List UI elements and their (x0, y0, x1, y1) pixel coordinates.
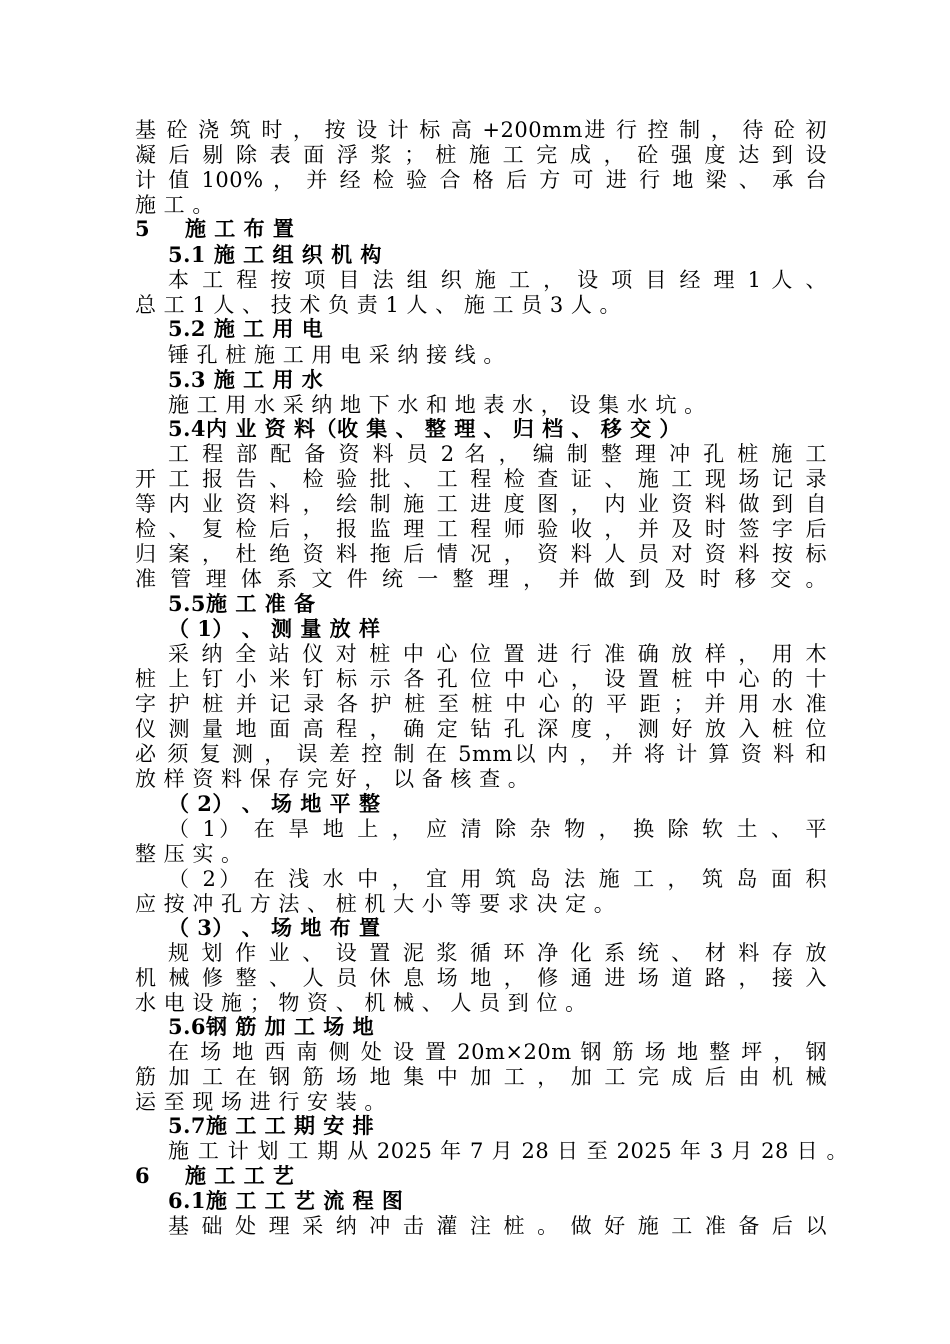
section-heading-5 (135, 216, 827, 242)
text-line: 机 械 修 整 、 人 员 休 息 场 地 ， 修 通 进 场 道 路 ， 接 入 (135, 966, 827, 990)
subsection-heading-5-2: 5.2 施 工 用 电 (168, 316, 324, 341)
subsection-heading-5-3: 5.3 施 工 用 水 (168, 367, 324, 392)
item-heading-3: （ 3） 、 场 地 布 置 (168, 915, 381, 940)
text-line: 应 按 冲 孔 方 法 、 桩 机 大 小 等 要 求 决 定 。 (135, 892, 616, 916)
text-line: 凝 后 剔 除 表 面 浮 浆 ； 桩 施 工 完 成 ， 砼 强 度 达 到 设 (135, 143, 827, 167)
text-line: 桩 上 钉 小 米 钉 标 示 各 孔 位 中 心 ， 设 置 桩 中 心 的 十 (135, 667, 827, 691)
text-line: 采 纳 全 站 仪 对 桩 中 心 位 置 进 行 准 确 放 样 ， 用 木 (168, 642, 827, 666)
item-heading-2: （ 2） 、 场 地 平 整 (168, 791, 381, 816)
subsection-heading-5-1: 5.1 施 工 组 织 机 构 (168, 242, 382, 267)
subsection-heading-5-4: 5.4内 业 资 料（收 集 、 整 理 、 归 档 、 移 交 ） (168, 416, 681, 441)
text-line: 检 、 复 检 后 ， 报 监 理 工 程 师 验 收 ， 并 及 时 签 字 后 (135, 517, 827, 541)
text-line: 规 划 作 业 、 设 置 泥 浆 循 环 净 化 系 统 、 材 料 存 放 (168, 941, 827, 965)
subsection-heading-5-5: 5.5施 工 准 备 (168, 591, 316, 616)
text-line: 归 案 ， 杜 绝 资 料 拖 后 情 况 ， 资 料 人 员 对 资 料 按 标 (135, 542, 827, 566)
text-line: 放 样 资 料 保 存 完 好 ， 以 备 核 查 。 (135, 767, 530, 791)
text-line: 必 须 复 测 ， 误 差 控 制 在 5mm以 内 ， 并 将 计 算 资 料 和 (135, 742, 828, 766)
text-line: 锤 孔 桩 施 工 用 电 采 纳 接 线 。 (168, 343, 505, 367)
text-line: 在 场 地 西 南 侧 处 设 置 20m×20m 钢 筋 场 地 整 坪 ， 钢 (168, 1040, 827, 1064)
text-line: 施 工 计 划 工 期 从 2025 年 7 月 28 日 至 2025 年 3 月 28 日 。 (168, 1139, 848, 1163)
text-line: 工 程 部 配 备 资 料 员 2 名 ， 编 制 整 理 冲 孔 桩 施 工 (168, 442, 827, 466)
section-number: 5 (135, 216, 151, 241)
text-line: 施 工 用 水 采 纳 地 下 水 和 地 表 水 ， 设 集 水 坑 。 (168, 393, 706, 417)
section-title: 施 工 布 置 (185, 216, 295, 241)
text-line: 基 砼 浇 筑 时 ， 按 设 计 标 高 +200mm进 行 控 制 ， 待 砼 初 (135, 118, 827, 142)
section-heading-6 (135, 1163, 827, 1189)
subsection-heading-5-7: 5.7施 工 工 期 安 排 (168, 1113, 375, 1138)
text-line: 运 至 现 场 进 行 安 装 。 (135, 1090, 386, 1114)
text-line: 整 压 实 。 (135, 842, 243, 866)
text-line: 本 工 程 按 项 目 法 组 织 施 工 ， 设 项 目 经 理 1 人 、 (168, 268, 827, 292)
text-line: 字 护 桩 并 记 录 各 护 桩 至 桩 中 心 的 平 距 ； 并 用 水 准 (135, 692, 827, 716)
text-line: （ 1） 在 旱 地 上 ， 应 清 除 杂 物 ， 换 除 软 土 、 平 (168, 817, 827, 841)
item-heading-1: （ 1） 、 测 量 放 样 (168, 616, 381, 641)
subsection-heading-6-1: 6.1施 工 工 艺 流 程 图 (168, 1188, 404, 1213)
text-line: 仪 测 量 地 面 高 程 ， 确 定 钻 孔 深 度 ， 测 好 放 入 桩 位 (135, 717, 827, 741)
subsection-heading-5-6: 5.6钢 筋 加 工 场 地 (168, 1014, 375, 1039)
text-line: 施 工 。 (135, 193, 214, 217)
text-line: 计 值 100% ， 并 经 检 验 合 格 后 方 可 进 行 地 梁 、 承 台 (135, 168, 827, 192)
text-line: 等 内 业 资 料 ， 绘 制 施 工 进 度 图 ， 内 业 资 料 做 到 自 (135, 492, 827, 516)
text-line: 基 础 处 理 采 纳 冲 击 灌 注 桩 。 做 好 施 工 准 备 后 以 (168, 1214, 827, 1238)
text-line: 准 管 理 体 系 文 件 统 一 整 理 ， 并 做 到 及 时 移 交 。 (135, 567, 827, 591)
text-line: 总 工 1 人 、 技 术 负 责 1 人 、 施 工 员 3 人 。 (135, 293, 622, 317)
text-line: 开 工 报 告 、 检 验 批 、 工 程 检 查 证 、 施 工 现 场 记 录 (135, 467, 827, 491)
text-line: 筋 加 工 在 钢 筋 场 地 集 中 加 工 ， 加 工 完 成 后 由 机 械 (135, 1065, 827, 1089)
section-number: 6 (135, 1163, 151, 1188)
section-title: 施 工 工 艺 (185, 1163, 295, 1188)
text-line: 水 电 设 施 ； 物 资 、 机 械 、 人 员 到 位 。 (135, 991, 587, 1015)
text-line: （ 2） 在 浅 水 中 ， 宜 用 筑 岛 法 施 工 ， 筑 岛 面 积 (168, 867, 827, 891)
